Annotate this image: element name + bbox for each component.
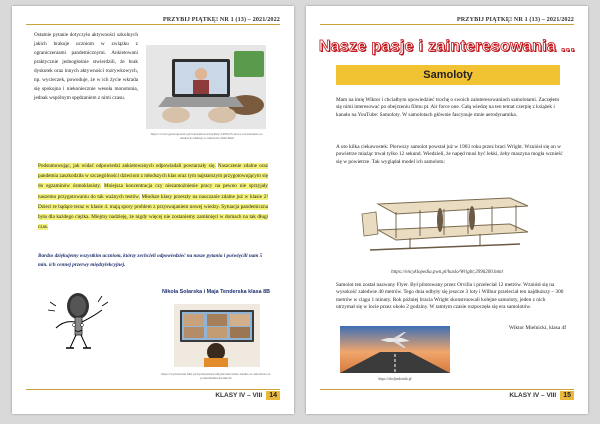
footer-label: KLASY IV – VIII xyxy=(509,392,557,399)
photo-caption: https://www.gazetaprawna.pl/wiadomosci/artykuly/1469125-nowe-rozwiazania-w-edukacji-zdalnej-w-szkolach-2020.html xyxy=(150,132,264,141)
photo-caption-2: https://wydarzenia.fakt.pl/wydarzenia/polityka/nauczanie-zdalne-w-szkolach-od-poniedzialku/kwnmcf2 xyxy=(161,372,271,381)
summary-line-3: Mniejsza koncentracja czy niezamożnienie pracy na pewno nie sprzyjały naszemu przygotowaniu do tak ważnych testów. xyxy=(38,183,269,200)
page-number: 15 xyxy=(560,391,574,400)
right-page xyxy=(306,6,588,414)
article-author: Wiktor Mielnicki, klasa 4f xyxy=(509,325,566,331)
thanks-note: Bardzo dziękujemy wszystkim uczniom, którzy zechcieli odpowiedzieć na nasze pytania i poświęcili nam 5 min. ich cennej przerwy międzylekcyjnej. xyxy=(38,253,263,268)
microphone-cartoon xyxy=(42,284,122,354)
airplane-runway-photo xyxy=(340,326,450,373)
page-footer xyxy=(509,391,574,400)
page-title: Nasze pasje i zainteresowania ... xyxy=(318,38,576,55)
article-authors: Nikola Solarska i Maja Tenderska klasa 8B xyxy=(161,289,271,295)
intro-paragraph: Mam na imię Wiktor i chciałbym opowiedzieć trochę o swoich zainteresowaniach samolotami. Zaczęłem się nimi interesować po obejrzeniu filmu pt. Air force one. Całą wiedzę na ten temat czerpię z książek i kanału na YouTube: Samoloty. W samolotach głównie fascynuje mnie aerodynamika. xyxy=(336,97,560,118)
summary-line-4: Młodsze klasy przeszły na nauczanie zdalne już w klasie 2! Dzieci te bądące teraz w klasie 4. mają spory problem z przyswajaniem nowej wiedzy. Sytuacja pandemiczna była dla każdego ciężka. Miejmy nadzieję, że nigdy więcej nie zostaniemy zamknięci w domach na tak długi czas. xyxy=(38,193,268,231)
facts-paragraph: A oto kilka ciekawostek: Pierwszy samolot powstał już w 1903 roku przez braci Wright. Wzniósł się on w powietrze miażąc trwał tylko 12 sekund. Wiedzieli, że napęd musi być lekki, żeby maszyna mogła wznieść się w powietrze. Tak wyglądał model ich samolotu: xyxy=(336,144,563,165)
footer-rule xyxy=(320,389,574,390)
summary-line-1: Podsumowując, jak widać odpowiedzi ankietowanych odpowiadali powtarzały się. xyxy=(38,163,216,169)
wright-flyer-image xyxy=(360,184,538,266)
plane-caption: https://encyklopedia.pwn.pl/haslo/Wright;3996200.html xyxy=(391,270,503,275)
footer-rule xyxy=(26,389,280,390)
summary-line-2: Naszczenie zdalne oraz pandemia zaszkodziła w szczególności dzieciom z młodszych klas oraz tym najstarszym przygotowującym się do egzaminów ósmoklasisty. xyxy=(38,163,269,190)
remote-class-photo xyxy=(174,304,260,367)
intro-paragraph: Ostatnie pytanie dotyczyło aktywności szkolnych jakich brakuje uczniom w związku z ograniczeniami pandemicznymi. Ankietowani praktycznie jednogłośnie stwierdzili, że brak dyskotek oraz innych aktywności rozrywkowych, np. wycieczek, powoduje, że w ich życie wkrada się spokojna i niekoniecznie wesoła monotonia, jednak wspólnym spędzaniem z nimi czasu. xyxy=(34,32,138,101)
left-page xyxy=(12,6,294,414)
summary-paragraph xyxy=(38,161,268,232)
page-number: 14 xyxy=(266,391,280,400)
section-banner: Samoloty xyxy=(336,65,560,85)
page-footer xyxy=(215,391,280,400)
laptop-photo xyxy=(146,45,266,129)
page-header: PRZYBIJ PIĄTKĘ! NR 1 (13) – 2021/2022 xyxy=(26,16,280,25)
page-header: PRZYBIJ PIĄTKĘ! NR 1 (13) – 2021/2022 xyxy=(320,16,574,25)
photo-caption: https://okoljnolotnik.pl xyxy=(378,377,412,381)
flyer-paragraph: Samolot ten został nazwany Flyer. Był pilotowany przez Orvilla i przeleciał 12 metrów. Wzniósł się na wysokość zaledwie 40 metrów. Tego dnia odbyły się jeszcze 3 loty i Wilbur przeleciał ten najdłuższy – 300 metrów w ciągu 1 minuty. Rok później bracia Wright skonstruowali kolejne samoloty, jeden z nich utrzymał się w locie przez około 2 godziny. W tamtym czasie rozpoczęła się era samolotów. xyxy=(336,282,564,311)
footer-label: KLASY IV – VIII xyxy=(215,392,263,399)
